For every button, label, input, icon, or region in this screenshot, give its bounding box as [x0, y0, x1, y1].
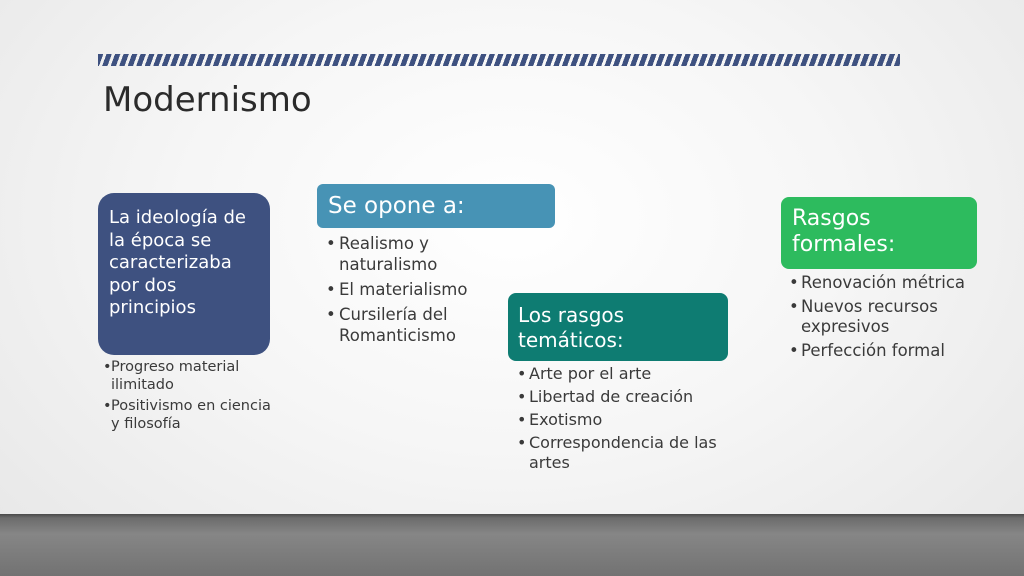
list-item: • Renovación métrica [789, 273, 979, 293]
formal-heading-box [781, 197, 977, 269]
list-item: • Realismo y naturalismo [326, 233, 496, 275]
list-item: • Positivismo en ciencia y filosofía [103, 398, 273, 433]
list-item: • Nuevos recursos expresivos [789, 297, 979, 337]
list-item: • Cursilería del Romanticismo [326, 304, 496, 346]
list-item: • Arte por el arte [517, 364, 732, 384]
ideology-heading: La ideología de la época se caracterizaba por dos principios [109, 207, 246, 318]
formal-list [789, 273, 979, 365]
list-item: • Exotismo [517, 410, 732, 430]
list-item: • El materialismo [326, 279, 496, 300]
opposes-list [326, 233, 496, 350]
slide-title: Modernismo [103, 80, 312, 120]
opposes-heading-box [317, 184, 555, 228]
thematic-heading: Los rasgos temáticos: [518, 303, 625, 352]
thematic-heading-box [508, 293, 728, 361]
list-item: • Libertad de creación [517, 387, 732, 407]
thematic-list [517, 364, 732, 476]
list-item: • Progreso material ilimitado [103, 359, 273, 394]
decorative-hatched-bar [98, 54, 900, 66]
opposes-heading: Se opone a: [328, 193, 465, 219]
list-item: • Perfección formal [789, 341, 979, 361]
formal-heading: Rasgos formales: [792, 206, 896, 257]
floor-strip [0, 514, 1024, 576]
ideology-heading-box [98, 193, 270, 355]
ideology-list [103, 359, 273, 437]
list-item: • Correspondencia de las artes [517, 433, 732, 473]
